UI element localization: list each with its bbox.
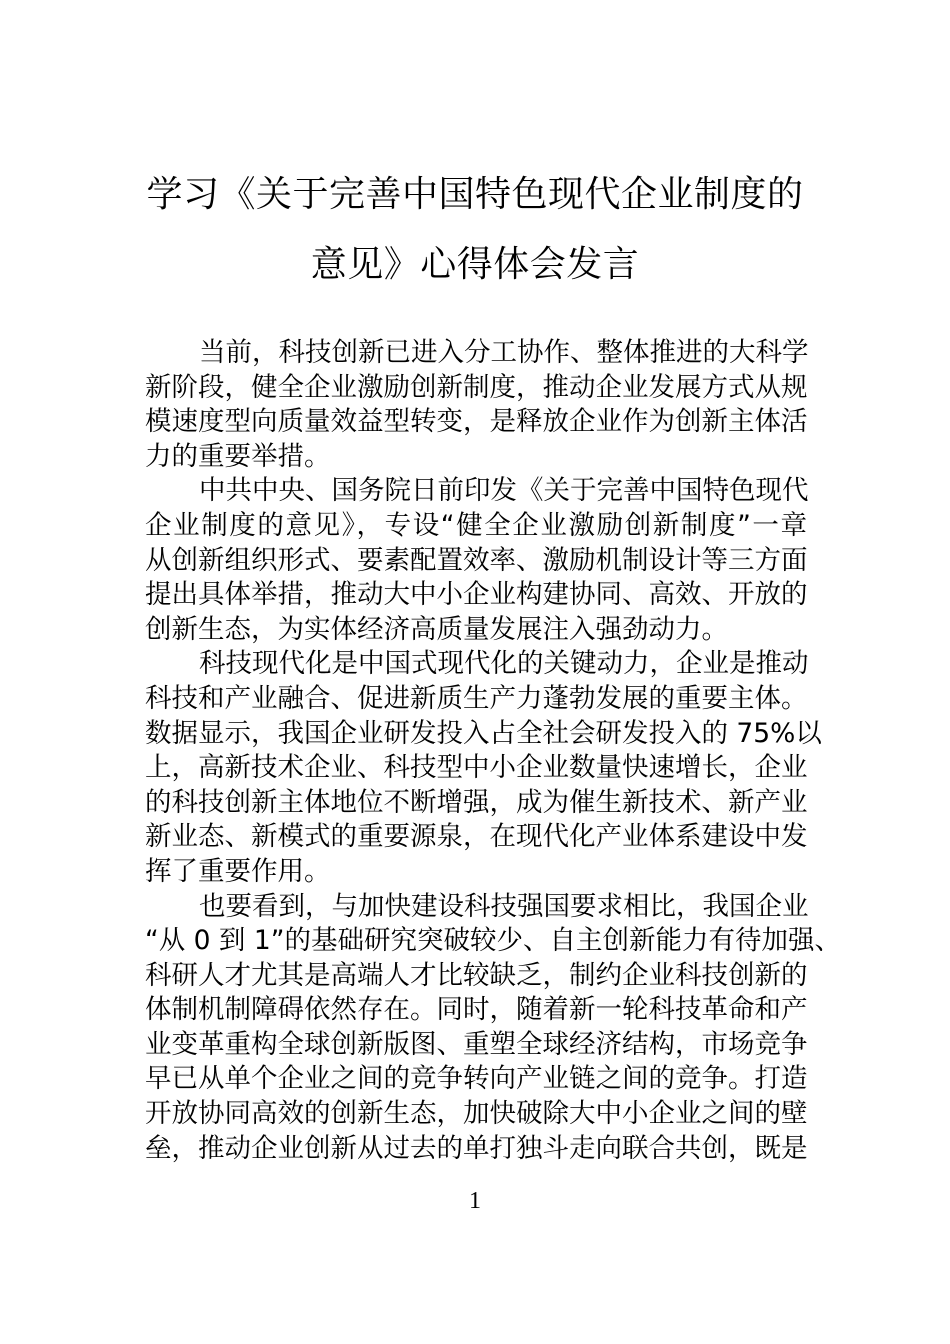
paragraph-line: 当前，科技创新已进入分工协作、整体推进的大科学 [199,337,809,368]
paragraph-line: 科研人才尤其是高端人才比较缺乏，制约企业科技创新的 [145,959,808,991]
paragraph-line: 科技和产业融合、促进新质生产力蓬勃发展的重要主体。 [145,682,808,714]
title-line-1: 学习《关于完善中国特色现代企业制度的 [146,174,804,215]
paragraph-line: 也要看到，与加快建设科技强国要求相比，我国企业 [199,890,809,922]
paragraph-line: 中共中央、国务院日前印发《关于完善中国特色现代 [199,475,809,507]
title-line-2: 意见》心得体会发言 [310,244,640,285]
paragraph-line: 力的重要举措。 [145,440,331,472]
paragraph-line: 垒，推动企业创新从过去的单打独斗走向联合共创，既是 [145,1132,808,1164]
paragraph-line: 从创新组织形式、要素配置效率、激励机制设计等三方面 [145,544,808,576]
paragraph-line: 业变革重构全球创新版图、重塑全球经济结构，市场竞争 [145,1028,808,1060]
paragraph-line: 开放协同高效的创新生态，加快破除大中小企业之间的壁 [145,1098,808,1130]
paragraph-line: 企业制度的意见》，专设“健全企业激励创新制度”一章 [145,509,807,541]
paragraph-line: 创新生态，为实体经济高质量发展注入强劲动力。 [145,613,728,645]
paragraph [145,474,807,647]
paragraph-line: 提出具体举措，推动大中小企业构建协同、高效、开放的 [145,579,808,611]
paragraph-line: 新业态、新模式的重要源泉，在现代化产业体系建设中发 [145,821,808,853]
document-body [145,336,841,1166]
paragraph-line: 的科技创新主体地位不断增强，成为催生新技术、新产业 [145,786,808,818]
document-title [0,160,950,300]
paragraph-line: 挥了重要作用。 [145,855,331,887]
paragraph [145,890,841,1167]
paragraph-line: 数据显示，我国企业研发投入占全社会研发投入的 75%以 [145,717,822,749]
paragraph-line: 早已从单个企业之间的竞争转向产业链之间的竞争。打造 [145,1063,808,1095]
paragraph-line: 体制机制障碍依然存在。同时，随着新一轮科技革命和产 [145,994,808,1026]
page-number: 1 [469,1188,481,1214]
paragraph-line: 科技现代化是中国式现代化的关键动力，企业是推动 [199,648,809,680]
paragraph-line: 模速度型向质量效益型转变，是释放企业作为创新主体活 [145,406,808,438]
paragraph [145,336,807,474]
paragraph-line: 新阶段，健全企业激励创新制度，推动企业发展方式从规 [145,371,808,403]
paragraph-line: 上，高新技术企业、科技型中小企业数量快速增长，企业 [145,752,808,784]
paragraph [145,647,822,889]
paragraph-line: “从 0 到 1”的基础研究突破较少、自主创新能力有待加强、 [145,925,841,957]
